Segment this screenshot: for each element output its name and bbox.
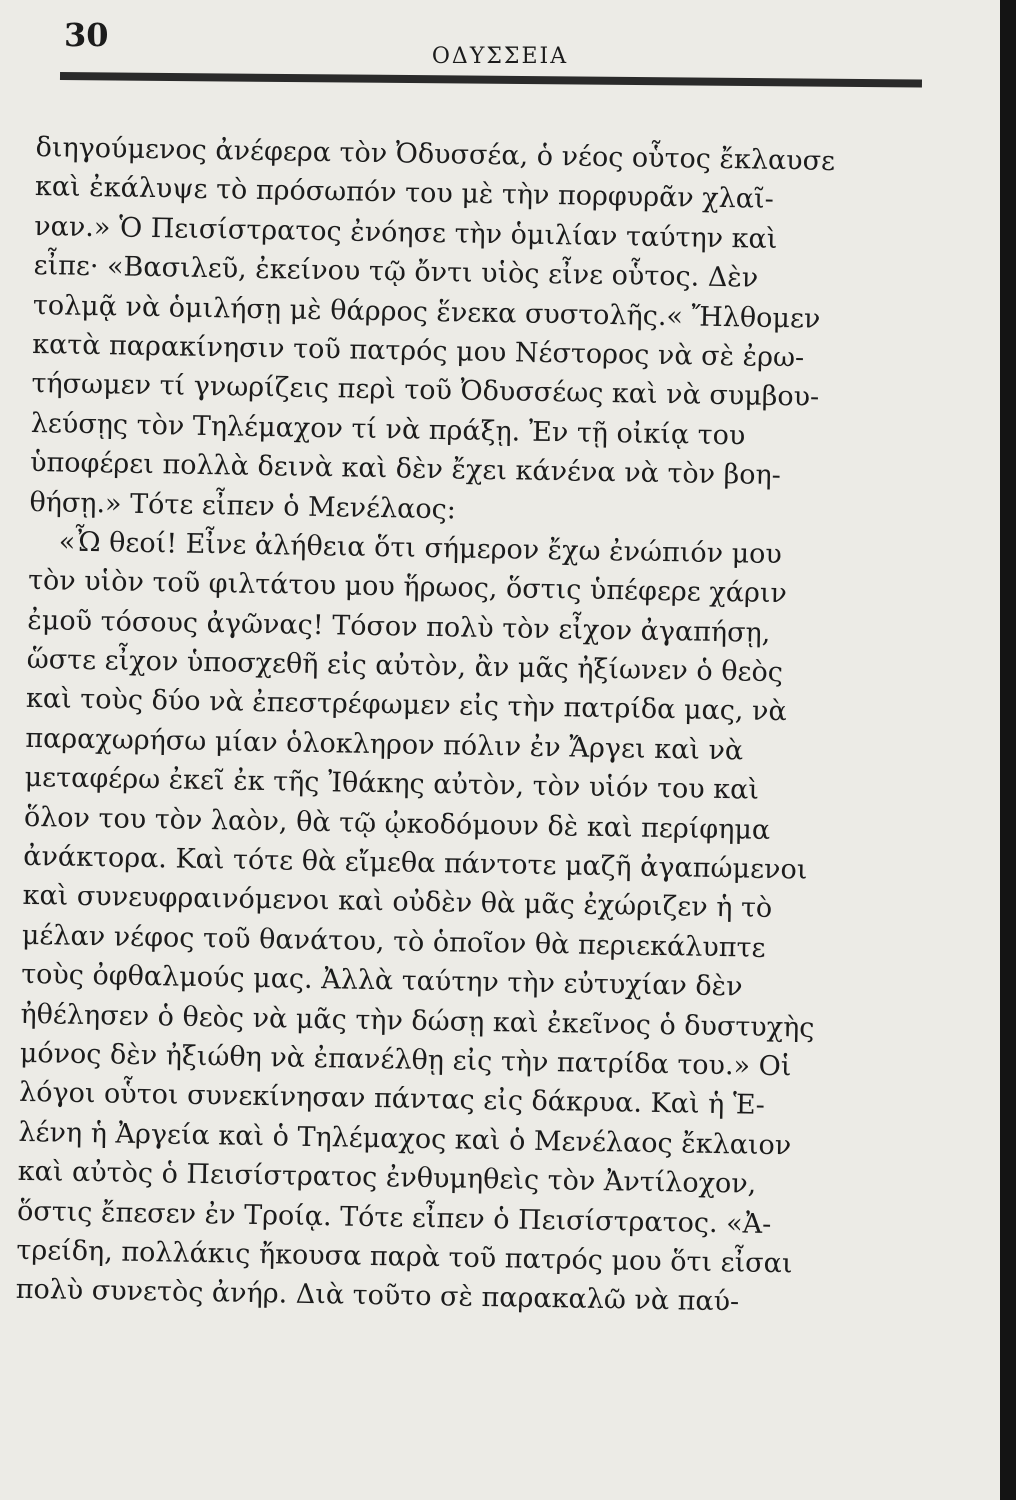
header-rule — [60, 72, 922, 88]
text-line: ὅστις ἔπεσεν ἐν Τροίᾳ. Τότε εἶπεν ὁ Πεισίστρατος. «Ἀ- — [16, 1195, 772, 1240]
text-line: τήσωμεν τί γνωρίζεις περὶ τοῦ Ὀδυσσέως καὶ νὰ συμβου- — [31, 368, 820, 414]
text-line: πολὺ συνετὸς ἀνήρ. Διὰ τοῦτο σὲ παρακαλῶ νὰ παύ- — [15, 1274, 740, 1318]
body-text — [15, 128, 915, 1325]
text-line: τοὺς ὀφθαλμούς μας. Ἀλλὰ ταύτην τὴν εὐτυχίαν δὲν — [20, 959, 743, 1003]
running-title: ΟΔΥΣΣΕΙΑ — [431, 44, 569, 69]
text-line: «Ὦ θεοί! Εἶνε ἀλήθεια ὅτι σήμερον ἔχω ἐνώπιόν μου — [58, 526, 783, 570]
text-line: κατὰ παρακίνησιν τοῦ πατρός μου Νέστορος νὰ σὲ ἐρω- — [31, 328, 805, 374]
text-line: λένη ἡ Ἀργεία καὶ ὁ Τηλέμαχος καὶ ὁ Μενέλαος ἔκλαιον — [18, 1116, 792, 1162]
text-line: ἠθέλησεν ὁ θεὸς νὰ μᾶς τὴν δώσῃ καὶ ἐκεῖνος ὁ δυστυχὴς — [20, 998, 815, 1044]
text-line: καὶ αὐτὸς ὁ Πεισίστρατος ἐνθυμηθεὶς τὸν Ἀντίλοχον, — [17, 1155, 757, 1200]
text-line: καὶ συνευφραινόμενοι καὶ οὐδὲν θὰ μᾶς ἐχώριζεν ἡ τὸ — [22, 880, 773, 925]
text-line: τὸν υἱὸν τοῦ φιλτάτου μου ἥρωος, ὅστις ὑπέφερε χάριν — [27, 565, 788, 610]
text-line: λόγοι οὗτοι συνεκίνησαν πάντας εἰς δάκρυα. Καὶ ἡ Ἑ- — [18, 1077, 766, 1122]
text-line: καὶ τοὺς δύο νὰ ἐπεστρέφωμεν εἰς τὴν πατρίδα μας, νὰ — [25, 683, 787, 728]
text-line: καὶ ἐκάλυψε τὸ πρόσωπόν του μὲ τὴν πορφυρᾶν χλαῖ- — [34, 171, 775, 216]
text-line: μεταφέρω ἐκεῖ ἐκ τῆς Ἰθάκης αὐτὸν, τὸν υἱόν του καὶ — [24, 762, 760, 806]
text-line: ἐμοῦ τόσους ἀγῶνας! Τόσον πολὺ τὸν εἶχον ἀγαπήσῃ, — [27, 604, 771, 649]
page-number: 30 — [64, 16, 109, 54]
text-line: ὅλον του τὸν λαὸν, θὰ τῷ ᾠκοδόμουν δὲ καὶ περίφημα — [23, 801, 771, 846]
text-line: μέλαν νέφος τοῦ θανάτου, τὸ ὁποῖον θὰ περιεκάλυπτε — [21, 919, 766, 964]
text-line: λεύσῃς τὸν Τηλέμαχον τί νὰ πράξῃ. Ἐν τῇ οἰκίᾳ του — [30, 407, 746, 452]
text-line: θήσῃ.» Τότε εἶπεν ὁ Μενέλαος: — [29, 486, 457, 525]
text-line: τολμᾷ νὰ ὁμιλήσῃ μὲ θάρρος ἕνεκα συστολῆς.« Ἤλθομεν — [32, 289, 821, 335]
text-line: ἀνάκτορα. Καὶ τότε θὰ εἴμεθα πάντοτε μαζῆ ἀγαπώμενοι — [23, 840, 808, 886]
text-line: παραχωρήσω μίαν ὁλοκληρον πόλιν ἐν Ἄργει καὶ νὰ — [25, 722, 744, 767]
text-line: ναν.» Ὁ Πεισίστρατος ἐνόησε τὴν ὁμιλίαν ταύτην καὶ — [34, 210, 778, 255]
text-line: διηγούμενος ἀνέφερα τὸν Ὀδυσσέα, ὁ νέος οὗτος ἔκλαυσε — [35, 131, 836, 177]
text-line: ὑποφέρει πολλὰ δεινὰ καὶ δὲν ἔχει κάνένα νὰ τὸν βοη- — [29, 447, 782, 492]
text-line: τρείδη, πολλάκις ἤκουσα παρὰ τοῦ πατρός μου ὅτι εἶσαι — [16, 1234, 793, 1280]
text-line: εἶπε· «Βασιλεῦ, ἐκείνου τῷ ὄντι υἱὸς εἶνε οὗτος. Δὲν — [33, 250, 759, 294]
text-line: ὥστε εἶχον ὑποσχεθῆ εἰς αὐτὸν, ἂν μᾶς ἠξίωνεν ὁ θεὸς — [26, 643, 784, 689]
text-line: μόνος δὲν ἠξιώθη νὰ ἐπανέλθῃ εἰς τὴν πατρίδα του.» Οἱ — [19, 1037, 792, 1083]
